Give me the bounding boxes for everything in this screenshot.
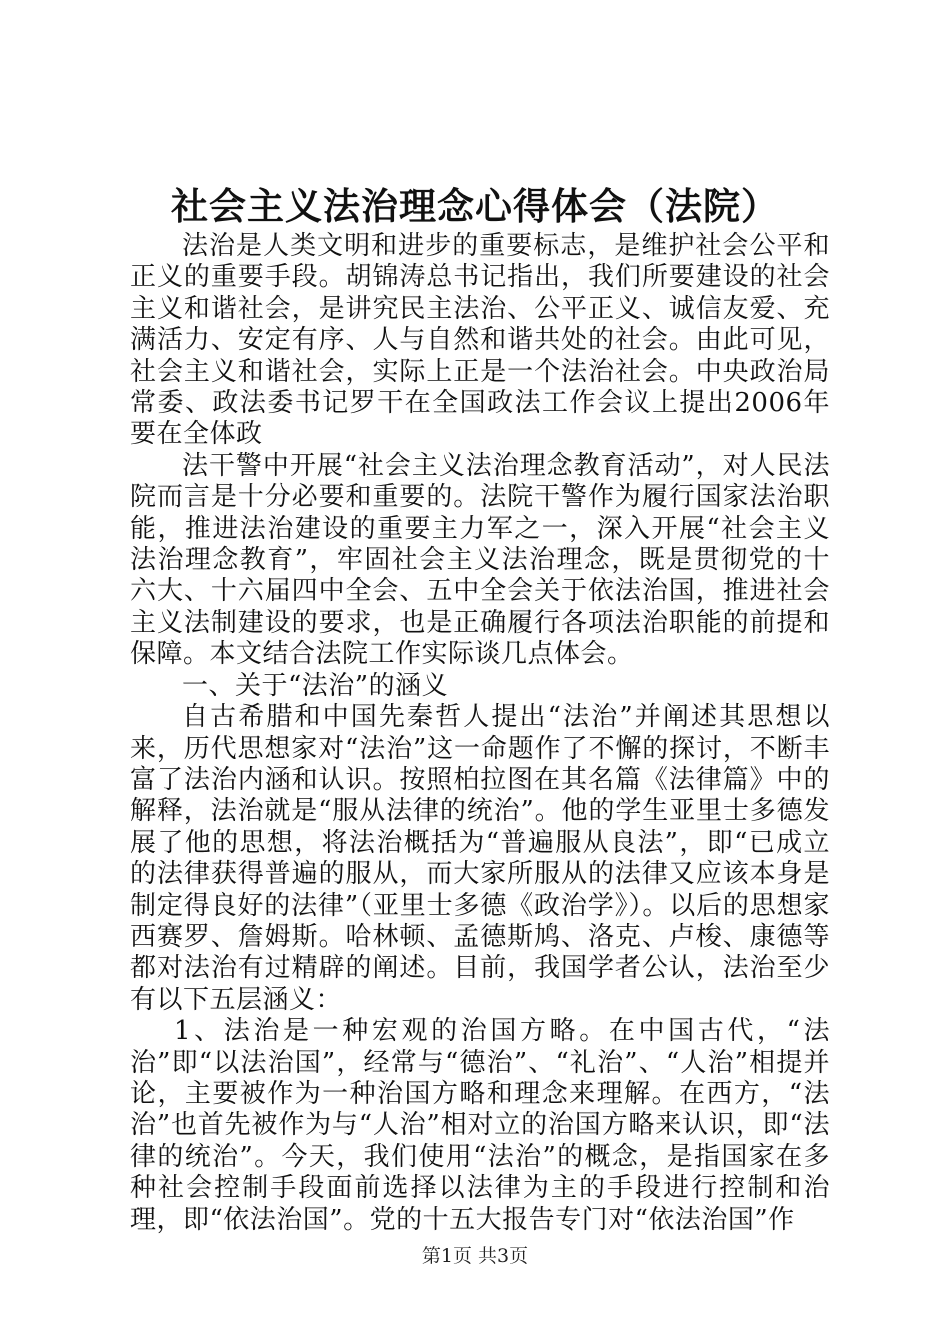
page-number-footer: 第1页 共3页	[421, 1245, 529, 1267]
document-body	[130, 231, 830, 1236]
document-title: 社会主义法治理念心得体会（法院）	[171, 185, 779, 228]
paragraph-point-1: 1、法治是一种宏观的治国方略。在中国古代，“法治”即“以法治国”，经常与“德治”、“礼治”、“人治”相提并论，主要被作为一种治国方略和理念来理解。在西方，“法治”也首先被作为与“人治”相对立的治国方略来认识，即“法律的统治”。今天，我们使用“法治”的概念，是指国家在多种社会控制手段面前选择以法律为主的手段进行控制和治理，即“依法治国”。党的十五大报告专门对“依法治国”作	[130, 1016, 830, 1235]
paragraph-history-of-rule-of-law: 自古希腊和中国先秦哲人提出“法治”并阐述其思想以来，历代思想家对“法治”这一命题作了不懈的探讨，不断丰富了法治内涵和认识。按照柏拉图在其名篇《法律篇》中的解释，法治就是“服从法律的统治”。他的学生亚里士多德发展了他的思想，将法治概括为“普遍服从良法”，即“已成立的法律获得普遍的服从，而大家所服从的法律又应该本身是制定得良好的法律”（亚里士多德《政治学》）。以后的思想家西赛罗、詹姆斯。哈林顿、孟德斯鸠、洛克、卢梭、康德等都对法治有过精辟的阐述。目前，我国学者公认，法治至少有以下五层涵义：	[130, 702, 830, 1015]
paragraph-court-education: 法干警中开展“社会主义法治理念教育活动”，对人民法院而言是十分必要和重要的。法院干警作为履行国家法治职能，推进法治建设的重要主力军之一，深入开展“社会主义法治理念教育”，牢固社会主义法治理念，既是贯彻党的十六大、十六届四中全会、五中全会关于依法治国，推进社会主义法制建设的要求，也是正确履行各项法治职能的前提和保障。本文结合法院工作实际谈几点体会。	[130, 450, 830, 670]
paragraph-intro: 法治是人类文明和进步的重要标志，是维护社会公平和正义的重要手段。胡锦涛总书记指出，我们所要建设的社会主义和谐社会，是讲究民主法治、公平正义、诚信友爱、充满活力、安定有序、人与自然和谐共处的社会。由此可见，社会主义和谐社会，实际上正是一个法治社会。中央政治局常委、政法委书记罗干在全国政法工作会议上提出2006年要在全体政	[130, 231, 830, 450]
section-heading-rule-of-law-meaning: 一、关于“法治”的涵义	[182, 670, 449, 701]
